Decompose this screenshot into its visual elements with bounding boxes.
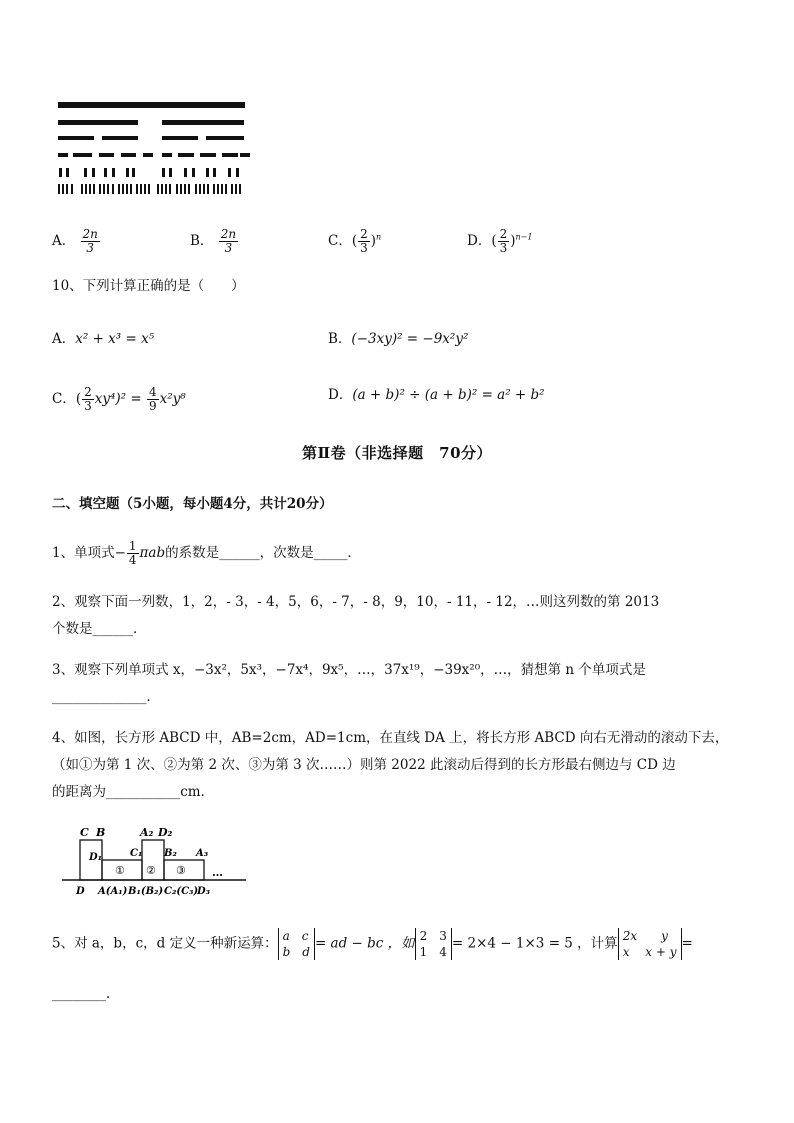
pattern-bar <box>228 168 231 177</box>
fill-q2-line2: 个数是______． <box>52 621 147 637</box>
pattern-bar <box>104 153 114 157</box>
fill-q1: 1、单项式− $\frac{1}{4}$ πab的系数是______，次数是_____． <box>52 539 361 567</box>
pattern-bar <box>130 184 132 194</box>
pattern-bar <box>92 168 95 177</box>
pattern-bar <box>217 184 219 194</box>
pattern-bar <box>103 184 105 194</box>
pattern-bar <box>82 153 92 157</box>
q9-option-d[interactable]: D．( $\frac{2}{3}$ )$^{n-1}$ <box>467 227 533 255</box>
pattern-bar <box>107 184 109 194</box>
pattern-bar <box>126 184 128 194</box>
fig-label-2: ② <box>146 864 156 877</box>
pattern-bar <box>126 168 129 177</box>
fill-q5-line2: ________． <box>52 986 120 1002</box>
fig-label-b: B <box>96 826 106 839</box>
pattern-bar <box>199 184 201 194</box>
pattern-bar <box>192 168 195 177</box>
pattern-bar <box>188 184 190 194</box>
fig-label-d2: D₂ <box>158 826 173 839</box>
pattern-bar <box>58 153 68 157</box>
pattern-bar <box>81 184 83 194</box>
pattern-bar <box>112 168 115 177</box>
pattern-bar <box>148 184 150 194</box>
fill-q5-line1: 5、对 a，b，c，d 定义一种新运算： a c b d = ad − bc ，如 2 3 1 4 = 2×4 − 1×3 = 5 ，计算 2x y x x + y = <box>52 929 693 959</box>
fig-label-a2: A₂ <box>140 826 154 839</box>
pattern-bar <box>112 184 114 194</box>
pattern-bar <box>235 184 237 194</box>
pattern-bar <box>89 184 91 194</box>
pattern-bar <box>203 184 205 194</box>
fill-q4-line1: 4、如图，长方形 ABCD 中，AB=2cm，AD=1cm，在直线 DA 上，将长方形 ABCD 向右无滑动的滚动下去， <box>52 730 729 746</box>
q10-option-a[interactable]: A．x² + x³ = x⁵ <box>52 331 155 347</box>
pattern-bar <box>126 153 136 157</box>
pattern-bar <box>143 153 153 157</box>
fill-q4-line2: （如①为第 1 次、②为第 2 次、③为第 3 次……）则第 2022 此滚动后得到的长方形最右侧边与 CD 边 <box>52 757 676 773</box>
pattern-bar <box>240 153 250 157</box>
fig-label-d1: D₁ <box>89 852 103 863</box>
pattern-bar <box>140 184 142 194</box>
pattern-bar <box>221 184 223 194</box>
fig-label-1: ① <box>115 864 125 877</box>
fig-label-c: C <box>80 826 89 839</box>
q10-option-d[interactable]: D．(a + b)² ÷ (a + b)² = a² + b² <box>328 387 545 403</box>
fill-q2-line1: 2、观察下面一列数，1，2，- 3，- 4，5，6，- 7，- 8，9，10，- 11，- 12，…则这列数的第 2013 <box>52 594 660 610</box>
fill-q3-line1: 3、观察下列单项式 x，−3x²，5x³，−7x⁴，9x⁵，…，37x¹⁹，−39x²⁰，…，猜想第 n 个单项式是 <box>52 662 646 678</box>
pattern-bar <box>59 168 62 177</box>
determinant-2: 2 3 1 4 <box>415 928 452 960</box>
pattern-bar <box>99 184 101 194</box>
pattern-bar <box>184 168 187 177</box>
pattern-bar <box>206 168 209 177</box>
fig-label-a3: A₃ <box>196 848 209 859</box>
q10-option-b[interactable]: B．(−3xy)² = −9x²y² <box>328 331 469 347</box>
fig-label-ellipsis: … <box>212 866 223 879</box>
pattern-bar <box>213 168 216 177</box>
pattern-bar <box>206 153 216 157</box>
q10-option-c[interactable]: C．( $\frac{2}{3}$ xy⁴)² = $\frac{4}{9}$ x²y⁸ <box>52 385 186 413</box>
pattern-bar <box>85 184 87 194</box>
pattern-bar <box>236 168 239 177</box>
pattern-bar <box>104 168 107 177</box>
determinant-3: 2x y x x + y <box>618 928 682 960</box>
fig-label-b1b2: B₁(B₂) <box>128 886 164 897</box>
pattern-bar <box>184 184 186 194</box>
pattern-bar <box>225 184 227 194</box>
part2-title: 第Ⅱ卷（非选择题 70分） <box>301 444 493 462</box>
pattern-row-2a <box>58 120 138 125</box>
q9-option-a[interactable]: A． $\frac{2n}{3}$ <box>52 227 98 255</box>
pattern-bar <box>161 184 163 194</box>
pattern-bar <box>136 184 138 194</box>
pattern-bar <box>66 184 68 194</box>
pattern-bar <box>228 153 238 157</box>
pattern-bar <box>118 184 120 194</box>
pattern-bar <box>231 184 233 194</box>
pattern-bar <box>93 184 95 194</box>
pattern-bar <box>162 153 172 157</box>
fill-q3-line2: ______________． <box>52 689 160 705</box>
fig-label-c2c3: C₂(C₃) <box>164 886 199 897</box>
pattern-bar <box>239 184 241 194</box>
pattern-row-1 <box>58 102 245 108</box>
pattern-bar <box>132 168 135 177</box>
q10-stem: 10、下列计算正确的是（ ） <box>52 278 245 294</box>
fig-label-3: ③ <box>176 864 186 877</box>
fig-label-aa1: A(A₁) <box>98 886 128 897</box>
pattern-bar <box>195 184 197 194</box>
determinant-1: a c b d <box>278 928 315 960</box>
pattern-bar <box>58 184 60 194</box>
q9-option-c[interactable]: C．( $\frac{2}{3}$ )$^n$ <box>328 227 382 255</box>
pattern-bar <box>157 184 159 194</box>
pattern-bar <box>169 168 172 177</box>
pattern-bar <box>165 184 167 194</box>
pattern-bar <box>176 184 178 194</box>
rolling-rectangle-figure <box>60 818 250 900</box>
q9-option-b[interactable]: B． $\frac{2n}{3}$ <box>190 227 237 255</box>
pattern-bar <box>122 184 124 194</box>
fig-label-d: D <box>76 886 85 897</box>
fill-q4-line3: 的距离为___________cm． <box>52 784 215 800</box>
fig-label-b2: B₂ <box>164 848 177 859</box>
fig-label-c1: C₁ <box>130 848 143 859</box>
pattern-row-2b <box>162 120 244 125</box>
pattern-bar <box>162 168 165 177</box>
pattern-bar <box>144 184 146 194</box>
pattern-bar <box>207 184 209 194</box>
pattern-bar <box>184 153 194 157</box>
pattern-bar <box>71 184 73 194</box>
pattern-bar <box>213 184 215 194</box>
section-title: 二、填空题（5小题，每小题4分，共计20分） <box>52 496 333 512</box>
pattern-bar <box>169 184 171 194</box>
pattern-bar <box>180 184 182 194</box>
fig-label-d3: D₃ <box>197 886 211 897</box>
pattern-bar <box>62 184 64 194</box>
pattern-bar <box>66 168 69 177</box>
pattern-bar <box>84 168 87 177</box>
